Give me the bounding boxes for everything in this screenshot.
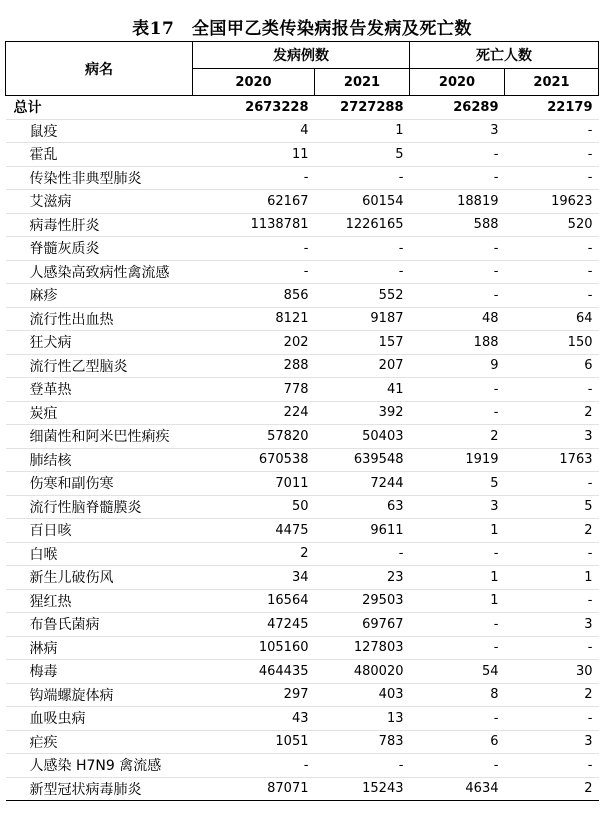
deaths-2021-cell: -	[505, 542, 599, 566]
deaths-2021-cell: 19623	[505, 190, 599, 214]
table-row	[6, 754, 599, 778]
header-disease-name: 病名	[6, 42, 193, 96]
disease-name: 白喉	[6, 542, 193, 566]
deaths-2020-cell: -	[410, 237, 505, 261]
cases-2020-cell: 8121	[193, 307, 315, 331]
deaths-2020-cell: -	[410, 378, 505, 402]
cases-2021-cell: -	[315, 237, 410, 261]
deaths-2021-cell: -	[505, 260, 599, 284]
cases-2020-cell: 16564	[193, 589, 315, 613]
deaths-2020-cell: -	[410, 166, 505, 190]
cases-2020-cell: 202	[193, 331, 315, 355]
deaths-2020-cell: 1919	[410, 448, 505, 472]
disease-name: 麻疹	[6, 284, 193, 308]
deaths-2021-cell: 30	[505, 660, 599, 684]
header-deaths-2020: 2020	[410, 69, 505, 96]
deaths-2021-cell: -	[505, 237, 599, 261]
deaths-2020-cell: -	[410, 636, 505, 660]
table-row	[6, 566, 599, 590]
total-row	[6, 96, 599, 120]
cases-2020-cell: 50	[193, 495, 315, 519]
deaths-2021-cell: -	[505, 754, 599, 778]
disease-table	[5, 41, 599, 801]
total-label: 总计	[6, 96, 193, 120]
table-row	[6, 213, 599, 237]
header-deaths-2021: 2021	[505, 69, 599, 96]
cases-2020-cell: 856	[193, 284, 315, 308]
disease-name: 流行性乙型脑炎	[6, 354, 193, 378]
deaths-2021-cell: 3	[505, 425, 599, 449]
table-row	[6, 707, 599, 731]
disease-name: 血吸虫病	[6, 707, 193, 731]
table-row	[6, 660, 599, 684]
disease-name: 脊髓灰质炎	[6, 237, 193, 261]
cases-2021-cell: 392	[315, 401, 410, 425]
table-row	[6, 307, 599, 331]
disease-name: 人感染高致病性禽流感	[6, 260, 193, 284]
disease-name: 传染性非典型肺炎	[6, 166, 193, 190]
cases-2020-cell: 778	[193, 378, 315, 402]
cases-2021-cell: 207	[315, 354, 410, 378]
header-cases-2021: 2021	[315, 69, 410, 96]
cases-2021-cell: -	[315, 542, 410, 566]
cases-2020-cell: -	[193, 237, 315, 261]
table-row	[6, 401, 599, 425]
disease-name: 鼠疫	[6, 119, 193, 143]
cases-2021-cell: 69767	[315, 613, 410, 637]
deaths-2020-cell: 6	[410, 730, 505, 754]
table-row	[6, 542, 599, 566]
cases-2020-cell: 62167	[193, 190, 315, 214]
table-row	[6, 613, 599, 637]
cases-2020-cell: -	[193, 754, 315, 778]
cases-2021-cell: 157	[315, 331, 410, 355]
disease-name: 细菌性和阿米巴性痢疾	[6, 425, 193, 449]
table-row	[6, 589, 599, 613]
disease-name: 流行性出血热	[6, 307, 193, 331]
deaths-2020-cell: 18819	[410, 190, 505, 214]
table-row	[6, 777, 599, 801]
deaths-2020-cell: 3	[410, 119, 505, 143]
disease-name: 百日咳	[6, 519, 193, 543]
cases-2021-cell: -	[315, 260, 410, 284]
table-row	[6, 495, 599, 519]
deaths-2021-cell: -	[505, 284, 599, 308]
total-deaths-2020: 26289	[410, 96, 505, 120]
deaths-2020-cell: -	[410, 260, 505, 284]
cases-2021-cell: 41	[315, 378, 410, 402]
deaths-2020-cell: 2	[410, 425, 505, 449]
table-row	[6, 237, 599, 261]
cases-2020-cell: 288	[193, 354, 315, 378]
cases-2021-cell: 9611	[315, 519, 410, 543]
table-row	[6, 519, 599, 543]
deaths-2021-cell: 1	[505, 566, 599, 590]
deaths-2021-cell: 1763	[505, 448, 599, 472]
cases-2021-cell: 7244	[315, 472, 410, 496]
deaths-2020-cell: -	[410, 143, 505, 167]
cases-2020-cell: 1138781	[193, 213, 315, 237]
deaths-2021-cell: 64	[505, 307, 599, 331]
cases-2020-cell: 2	[193, 542, 315, 566]
deaths-2020-cell: -	[410, 401, 505, 425]
deaths-2020-cell: 4634	[410, 777, 505, 801]
deaths-2021-cell: 3	[505, 730, 599, 754]
cases-2021-cell: 5	[315, 143, 410, 167]
table-row	[6, 166, 599, 190]
table-row	[6, 284, 599, 308]
table-row	[6, 190, 599, 214]
cases-2021-cell: 63	[315, 495, 410, 519]
cases-2021-cell: -	[315, 754, 410, 778]
disease-name: 病毒性肝炎	[6, 213, 193, 237]
total-cases-2021: 2727288	[315, 96, 410, 120]
total-cases-2020: 2673228	[193, 96, 315, 120]
deaths-2020-cell: 1	[410, 589, 505, 613]
deaths-2020-cell: 1	[410, 519, 505, 543]
deaths-2021-cell: -	[505, 143, 599, 167]
cases-2021-cell: -	[315, 166, 410, 190]
deaths-2021-cell: -	[505, 472, 599, 496]
table-row	[6, 636, 599, 660]
cases-2020-cell: 57820	[193, 425, 315, 449]
header-deaths-group: 死亡人数	[410, 42, 599, 69]
deaths-2020-cell: 48	[410, 307, 505, 331]
cases-2020-cell: 224	[193, 401, 315, 425]
table-row	[6, 143, 599, 167]
cases-2020-cell: 11	[193, 143, 315, 167]
deaths-2020-cell: 588	[410, 213, 505, 237]
cases-2020-cell: -	[193, 166, 315, 190]
disease-name: 霍乱	[6, 143, 193, 167]
disease-name: 流行性脑脊髓膜炎	[6, 495, 193, 519]
cases-2021-cell: 9187	[315, 307, 410, 331]
deaths-2020-cell: 54	[410, 660, 505, 684]
disease-name: 猩红热	[6, 589, 193, 613]
deaths-2021-cell: -	[505, 636, 599, 660]
deaths-2021-cell: 2	[505, 401, 599, 425]
deaths-2021-cell: 2	[505, 683, 599, 707]
disease-name: 登革热	[6, 378, 193, 402]
deaths-2021-cell: 2	[505, 777, 599, 801]
cases-2021-cell: 60154	[315, 190, 410, 214]
disease-name: 炭疽	[6, 401, 193, 425]
deaths-2021-cell: -	[505, 119, 599, 143]
table-row	[6, 730, 599, 754]
disease-name: 钩端螺旋体病	[6, 683, 193, 707]
disease-name: 淋病	[6, 636, 193, 660]
cases-2021-cell: 783	[315, 730, 410, 754]
cases-2021-cell: 29503	[315, 589, 410, 613]
table-row	[6, 472, 599, 496]
table-row	[6, 119, 599, 143]
deaths-2020-cell: 5	[410, 472, 505, 496]
cases-2021-cell: 403	[315, 683, 410, 707]
cases-2021-cell: 23	[315, 566, 410, 590]
cases-2020-cell: 4	[193, 119, 315, 143]
deaths-2021-cell: 2	[505, 519, 599, 543]
cases-2020-cell: 7011	[193, 472, 315, 496]
cases-2020-cell: 1051	[193, 730, 315, 754]
cases-2021-cell: 127803	[315, 636, 410, 660]
table-row	[6, 448, 599, 472]
deaths-2021-cell: -	[505, 589, 599, 613]
disease-name: 人感染 H7N9 禽流感	[6, 754, 193, 778]
table-row	[6, 354, 599, 378]
disease-name: 新生儿破伤风	[6, 566, 193, 590]
cases-2020-cell: 105160	[193, 636, 315, 660]
deaths-2020-cell: 9	[410, 354, 505, 378]
table-title: 表17 全国甲乙类传染病报告发病及死亡数	[132, 19, 472, 39]
disease-name: 布鲁氏菌病	[6, 613, 193, 637]
cases-2020-cell: 670538	[193, 448, 315, 472]
header-cases-2020: 2020	[193, 69, 315, 96]
cases-2021-cell: 552	[315, 284, 410, 308]
cases-2021-cell: 15243	[315, 777, 410, 801]
table-row	[6, 331, 599, 355]
cases-2021-cell: 639548	[315, 448, 410, 472]
cases-2021-cell: 13	[315, 707, 410, 731]
table-row	[6, 378, 599, 402]
cases-2020-cell: 297	[193, 683, 315, 707]
deaths-2021-cell: 3	[505, 613, 599, 637]
cases-2021-cell: 50403	[315, 425, 410, 449]
disease-name: 艾滋病	[6, 190, 193, 214]
deaths-2020-cell: 3	[410, 495, 505, 519]
deaths-2021-cell: -	[505, 378, 599, 402]
deaths-2020-cell: 1	[410, 566, 505, 590]
cases-2021-cell: 1226165	[315, 213, 410, 237]
cases-2020-cell: 34	[193, 566, 315, 590]
deaths-2021-cell: -	[505, 707, 599, 731]
cases-2020-cell: 4475	[193, 519, 315, 543]
deaths-2020-cell: -	[410, 707, 505, 731]
table-row	[6, 260, 599, 284]
cases-2020-cell: 43	[193, 707, 315, 731]
table-row	[6, 683, 599, 707]
disease-name: 梅毒	[6, 660, 193, 684]
deaths-2021-cell: -	[505, 166, 599, 190]
table-row	[6, 425, 599, 449]
deaths-2020-cell: -	[410, 754, 505, 778]
disease-name: 伤寒和副伤寒	[6, 472, 193, 496]
cases-2020-cell: 87071	[193, 777, 315, 801]
cases-2020-cell: -	[193, 260, 315, 284]
cases-2020-cell: 47245	[193, 613, 315, 637]
cases-2020-cell: 464435	[193, 660, 315, 684]
deaths-2020-cell: 188	[410, 331, 505, 355]
disease-name: 新型冠状病毒肺炎	[6, 777, 193, 801]
deaths-2020-cell: -	[410, 542, 505, 566]
deaths-2020-cell: 8	[410, 683, 505, 707]
disease-name: 狂犬病	[6, 331, 193, 355]
deaths-2021-cell: 150	[505, 331, 599, 355]
disease-name: 肺结核	[6, 448, 193, 472]
cases-2021-cell: 1	[315, 119, 410, 143]
disease-name: 疟疾	[6, 730, 193, 754]
deaths-2021-cell: 5	[505, 495, 599, 519]
deaths-2021-cell: 6	[505, 354, 599, 378]
deaths-2020-cell: -	[410, 284, 505, 308]
deaths-2021-cell: 520	[505, 213, 599, 237]
deaths-2020-cell: -	[410, 613, 505, 637]
header-cases-group: 发病例数	[193, 42, 410, 69]
cases-2021-cell: 480020	[315, 660, 410, 684]
total-deaths-2021: 22179	[505, 96, 599, 120]
